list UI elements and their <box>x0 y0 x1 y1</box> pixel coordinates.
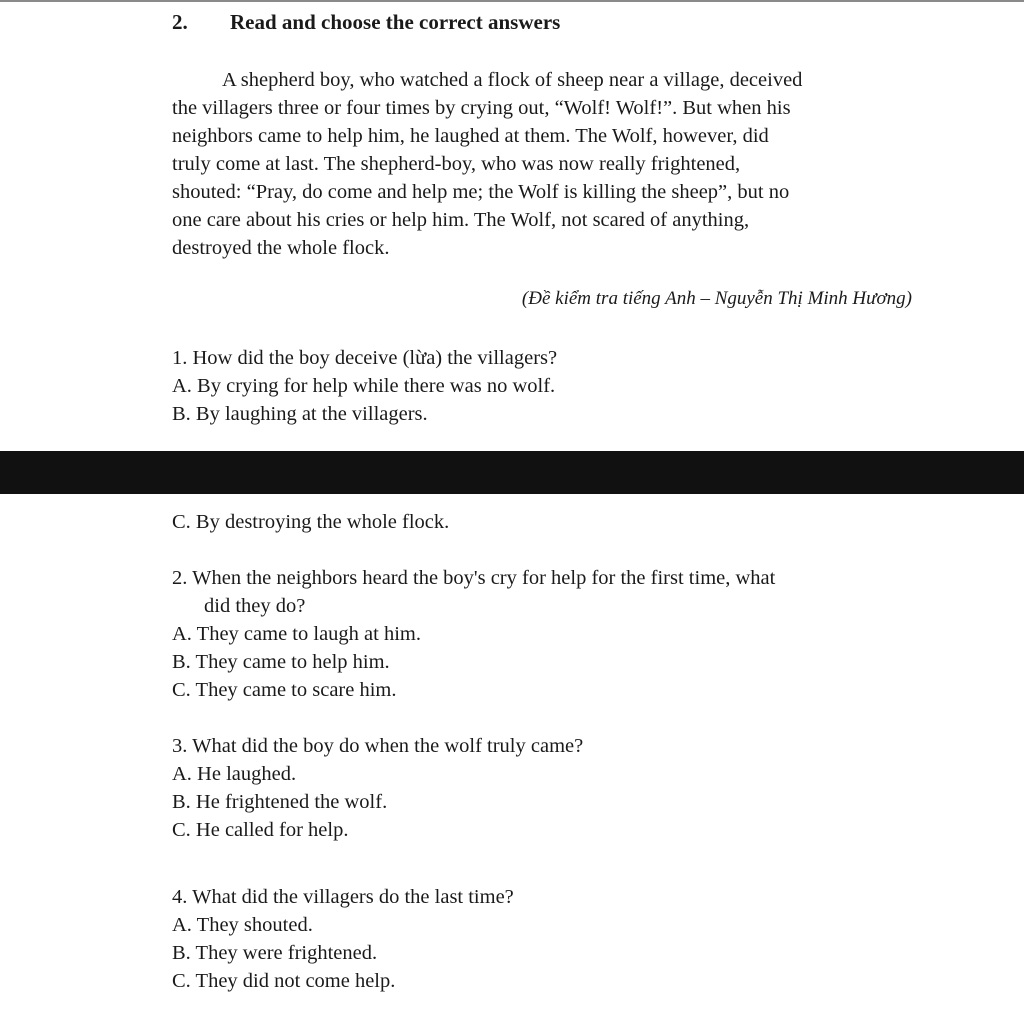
answer-option: C. They did not come help. <box>172 970 396 992</box>
passage-line: one care about his cries or help him. The Wolf, not scared of anything, <box>172 209 750 231</box>
passage-line: the villagers three or four times by crying out, “Wolf! Wolf!”. But when his <box>172 97 791 119</box>
question-text-continued: did they do? <box>204 595 306 617</box>
reading-passage <box>172 66 912 262</box>
passage-source-citation: (Đề kiểm tra tiếng Anh – Nguyễn Thị Minh Hương) <box>521 288 912 309</box>
answer-option: C. They came to scare him. <box>172 679 397 701</box>
answer-option: A. By crying for help while there was no wolf. <box>172 375 556 397</box>
section-number: 2. <box>172 10 188 34</box>
top-border-rule <box>0 0 1024 2</box>
answer-option: B. He frightened the wolf. <box>172 791 388 813</box>
answer-option: B. They were frightened. <box>172 942 378 964</box>
question-3 <box>172 732 583 844</box>
question-2 <box>172 564 775 704</box>
section-heading <box>172 10 560 35</box>
passage-line: destroyed the whole flock. <box>172 237 390 259</box>
answer-option: B. By laughing at the villagers. <box>172 403 428 425</box>
question-text: 4. What did the villagers do the last time? <box>172 886 514 908</box>
answer-option: A. They came to laugh at him. <box>172 623 421 645</box>
passage-line: neighbors came to help him, he laughed at them. The Wolf, however, did <box>172 125 769 147</box>
passage-line: shouted: “Pray, do come and help me; the Wolf is killing the sheep”, but no <box>172 181 790 203</box>
question-text: 1. How did the boy deceive (lừa) the villagers? <box>172 347 558 369</box>
question-1-continued <box>172 508 449 536</box>
answer-option: A. They shouted. <box>172 914 313 936</box>
question-text: 3. What did the boy do when the wolf truly came? <box>172 735 584 757</box>
section-title: Read and choose the correct answers <box>230 10 561 34</box>
passage-line: A shepherd boy, who watched a flock of sheep near a village, deceived <box>222 69 803 91</box>
answer-option: B. They came to help him. <box>172 651 390 673</box>
answer-option: C. He called for help. <box>172 819 349 841</box>
question-4 <box>172 883 514 995</box>
black-redaction-band <box>0 451 1024 494</box>
answer-option: C. By destroying the whole flock. <box>172 511 450 533</box>
passage-line: truly come at last. The shepherd-boy, who was now really frightened, <box>172 153 741 175</box>
answer-option: A. He laughed. <box>172 763 297 785</box>
question-text: 2. When the neighbors heard the boy's cry for help for the first time, what <box>172 567 776 589</box>
question-1 <box>172 344 557 428</box>
